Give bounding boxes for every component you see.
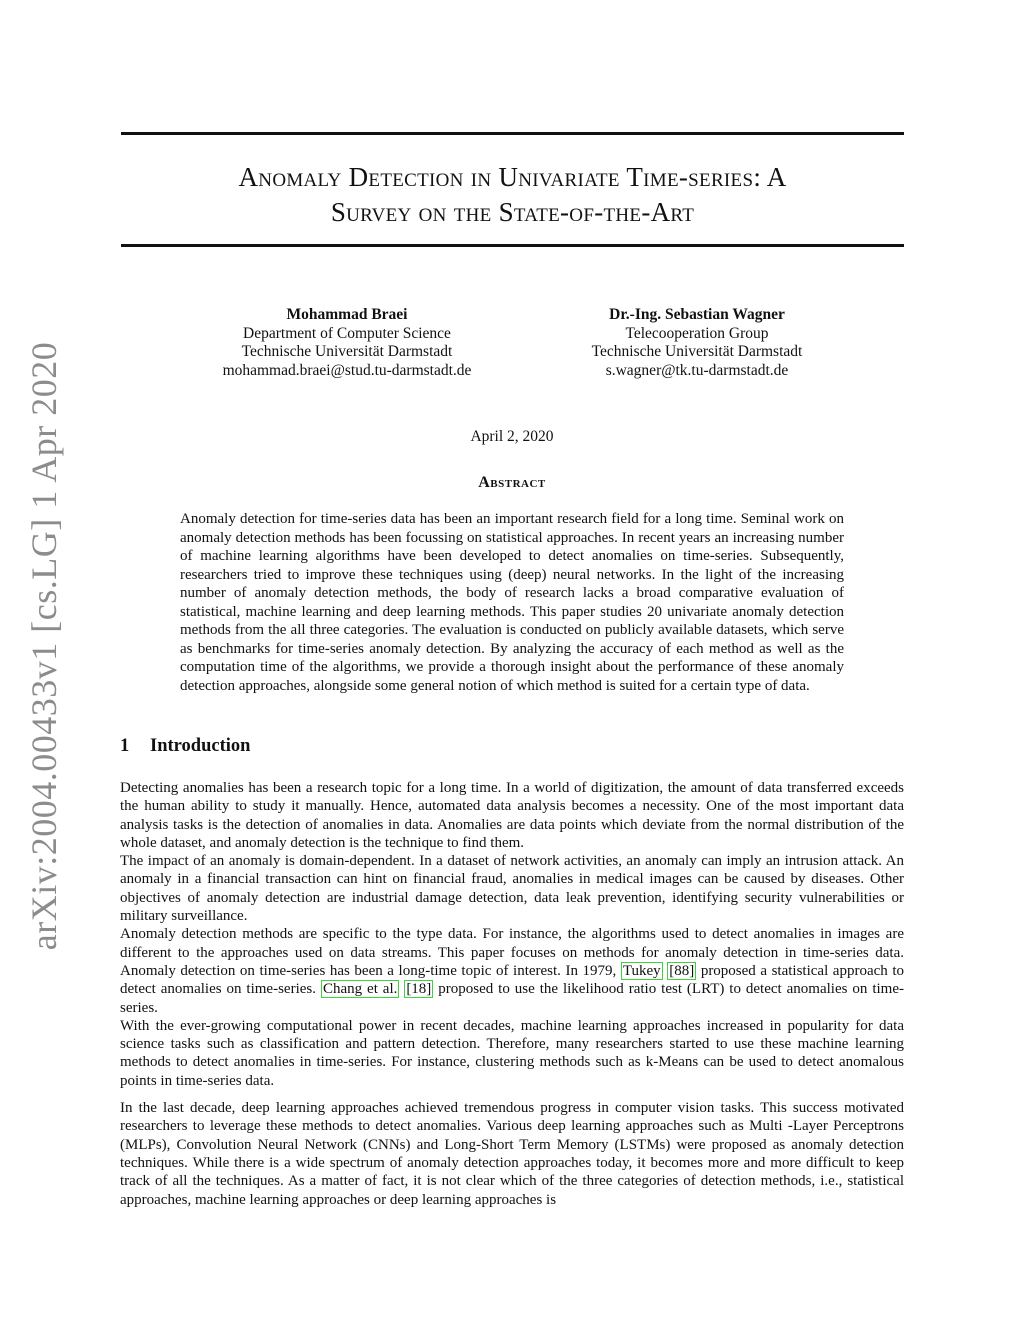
paragraph	[120, 925, 904, 1016]
title-line-2: Survey on the State-of-the-Art	[330, 197, 695, 227]
reference-link-88[interactable]: [88]	[669, 962, 695, 979]
title-top-rule	[121, 132, 904, 135]
paper-date: April 2, 2020	[470, 428, 554, 445]
abstract-body: Anomaly detection for time-series data has been an important research field for a long time. Seminal work on anomaly detection methods has been focussing on statistical approaches. In recent years an increasing number of machine learning algorithms have been developed to detect anomalies on time-series. Subsequently, researchers tried to improve these techniques using (deep) neural networks. In the light of the increasing number of anomaly detection methods, the body of research lacks a broad comparative evaluation of statistical, machine learning and deep learning methods. This paper studies 20 univariate anomaly detection methods from the all three categories. The evaluation is conducted on publicly available datasets, which serve as benchmarks for time-series anomaly detection. By analyzing the accuracy of each method as well as the computation time of the algorithms, we provide a thorough insight about the performance of these anomaly detection approaches, alongside some general notion of which method is suited for a certain type of data.	[180, 511, 844, 694]
author-affiliation: Department of Computer Science	[243, 324, 451, 342]
title-bottom-rule	[121, 244, 904, 247]
author-email[interactable]: s.wagner@tk.tu-darmstadt.de	[605, 361, 789, 379]
author-block-2	[547, 306, 847, 380]
paper-title	[121, 160, 904, 230]
section-number: 1	[120, 736, 130, 756]
text-run: Anomaly detection methods are specific to the type data. For instance, the algorithms used to detect anomalies in images are different to the approaches used on data streams. This paper focuses on methods for anomaly detection in time-series data. Anomaly detection on time-series has been a long-time topic of interest. In 1979,	[120, 926, 904, 979]
author-email[interactable]: mohammad.braei@stud.tu-darmstadt.de	[222, 361, 472, 379]
arxiv-sidebar-stamp: arXiv:2004.00433v1 [cs.LG] 1 Apr 2020	[24, 341, 64, 951]
title-line-1: Anomaly Detection in Univariate Time-series: A	[238, 162, 787, 192]
abstract-heading: Abstract	[478, 474, 546, 491]
author-institution: Technische Universität Darmstadt	[241, 343, 453, 360]
introduction-body	[120, 779, 904, 1209]
author-affiliation: Telecooperation Group	[625, 324, 769, 342]
section-title: Introduction	[150, 736, 251, 756]
paragraph: The impact of an anomaly is domain-dependent. In a dataset of network activities, an anomaly can imply an intrusion attack. An anomaly in a financial transaction can hint on financial fraud, anomalies in medical images can be caused by diseases. Other objectives of anomaly detection are industrial damage detection, data leak prevention, identifying security vulnerabilities or military surveillance.	[120, 853, 904, 925]
citation-link-chang[interactable]: Chang et al.	[322, 981, 398, 998]
section-heading-introduction	[120, 736, 250, 757]
paragraph: Detecting anomalies has been a research topic for a long time. In a world of digitization, the amount of data transferred exceeds the human ability to study it manually. Hence, automated data analysis becomes a necessity. One of the most important data analysis tasks is the detection of anomalies in data. Anomalies are data points which deviate from the normal distribution of the whole dataset, and anomaly detection is the technique to find them.	[120, 780, 904, 851]
author-block-1	[197, 306, 497, 380]
text-run: proposed a statistical approach to detect anomalies on time-series.	[120, 962, 905, 998]
text-run: proposed to use the likelihood ratio test (LRT) to detect anomalies on time-series.	[120, 981, 904, 1016]
paragraph: In the last decade, deep learning approaches achieved tremendous progress in computer vision tasks. This success motivated researchers to leverage these methods to detect anomalies. Various deep learning approaches such as Multi -Layer Perceptrons (MLPs), Convolution Neural Network (CNNs) and Long-Short Term Memory (LSTMs) were proposed as anomaly detection techniques. While there is a wide spectrum of anomaly detection approaches today, it becomes more and more difficult to keep track of all the techniques. As a matter of fact, it is not clear which of the three categories of detection methods, i.e., statistical approaches, machine learning approaches or deep learning approaches is	[120, 1100, 904, 1208]
paragraph: With the ever-growing computational power in recent decades, machine learning approaches increased in popularity for data science tasks such as classification and pattern detection. Therefore, many researchers started to use these machine learning methods to detect anomalies in time-series. For instance, clustering methods such as k-Means can be used to detect anomalous points in time-series data.	[120, 1017, 904, 1089]
citation-link-tukey[interactable]: Tukey	[622, 962, 661, 979]
author-name: Mohammad Braei	[286, 306, 408, 323]
author-institution: Technische Universität Darmstadt	[591, 343, 803, 360]
reference-link-18[interactable]: [18]	[406, 981, 432, 998]
author-name: Dr.-Ing. Sebastian Wagner	[609, 306, 785, 323]
